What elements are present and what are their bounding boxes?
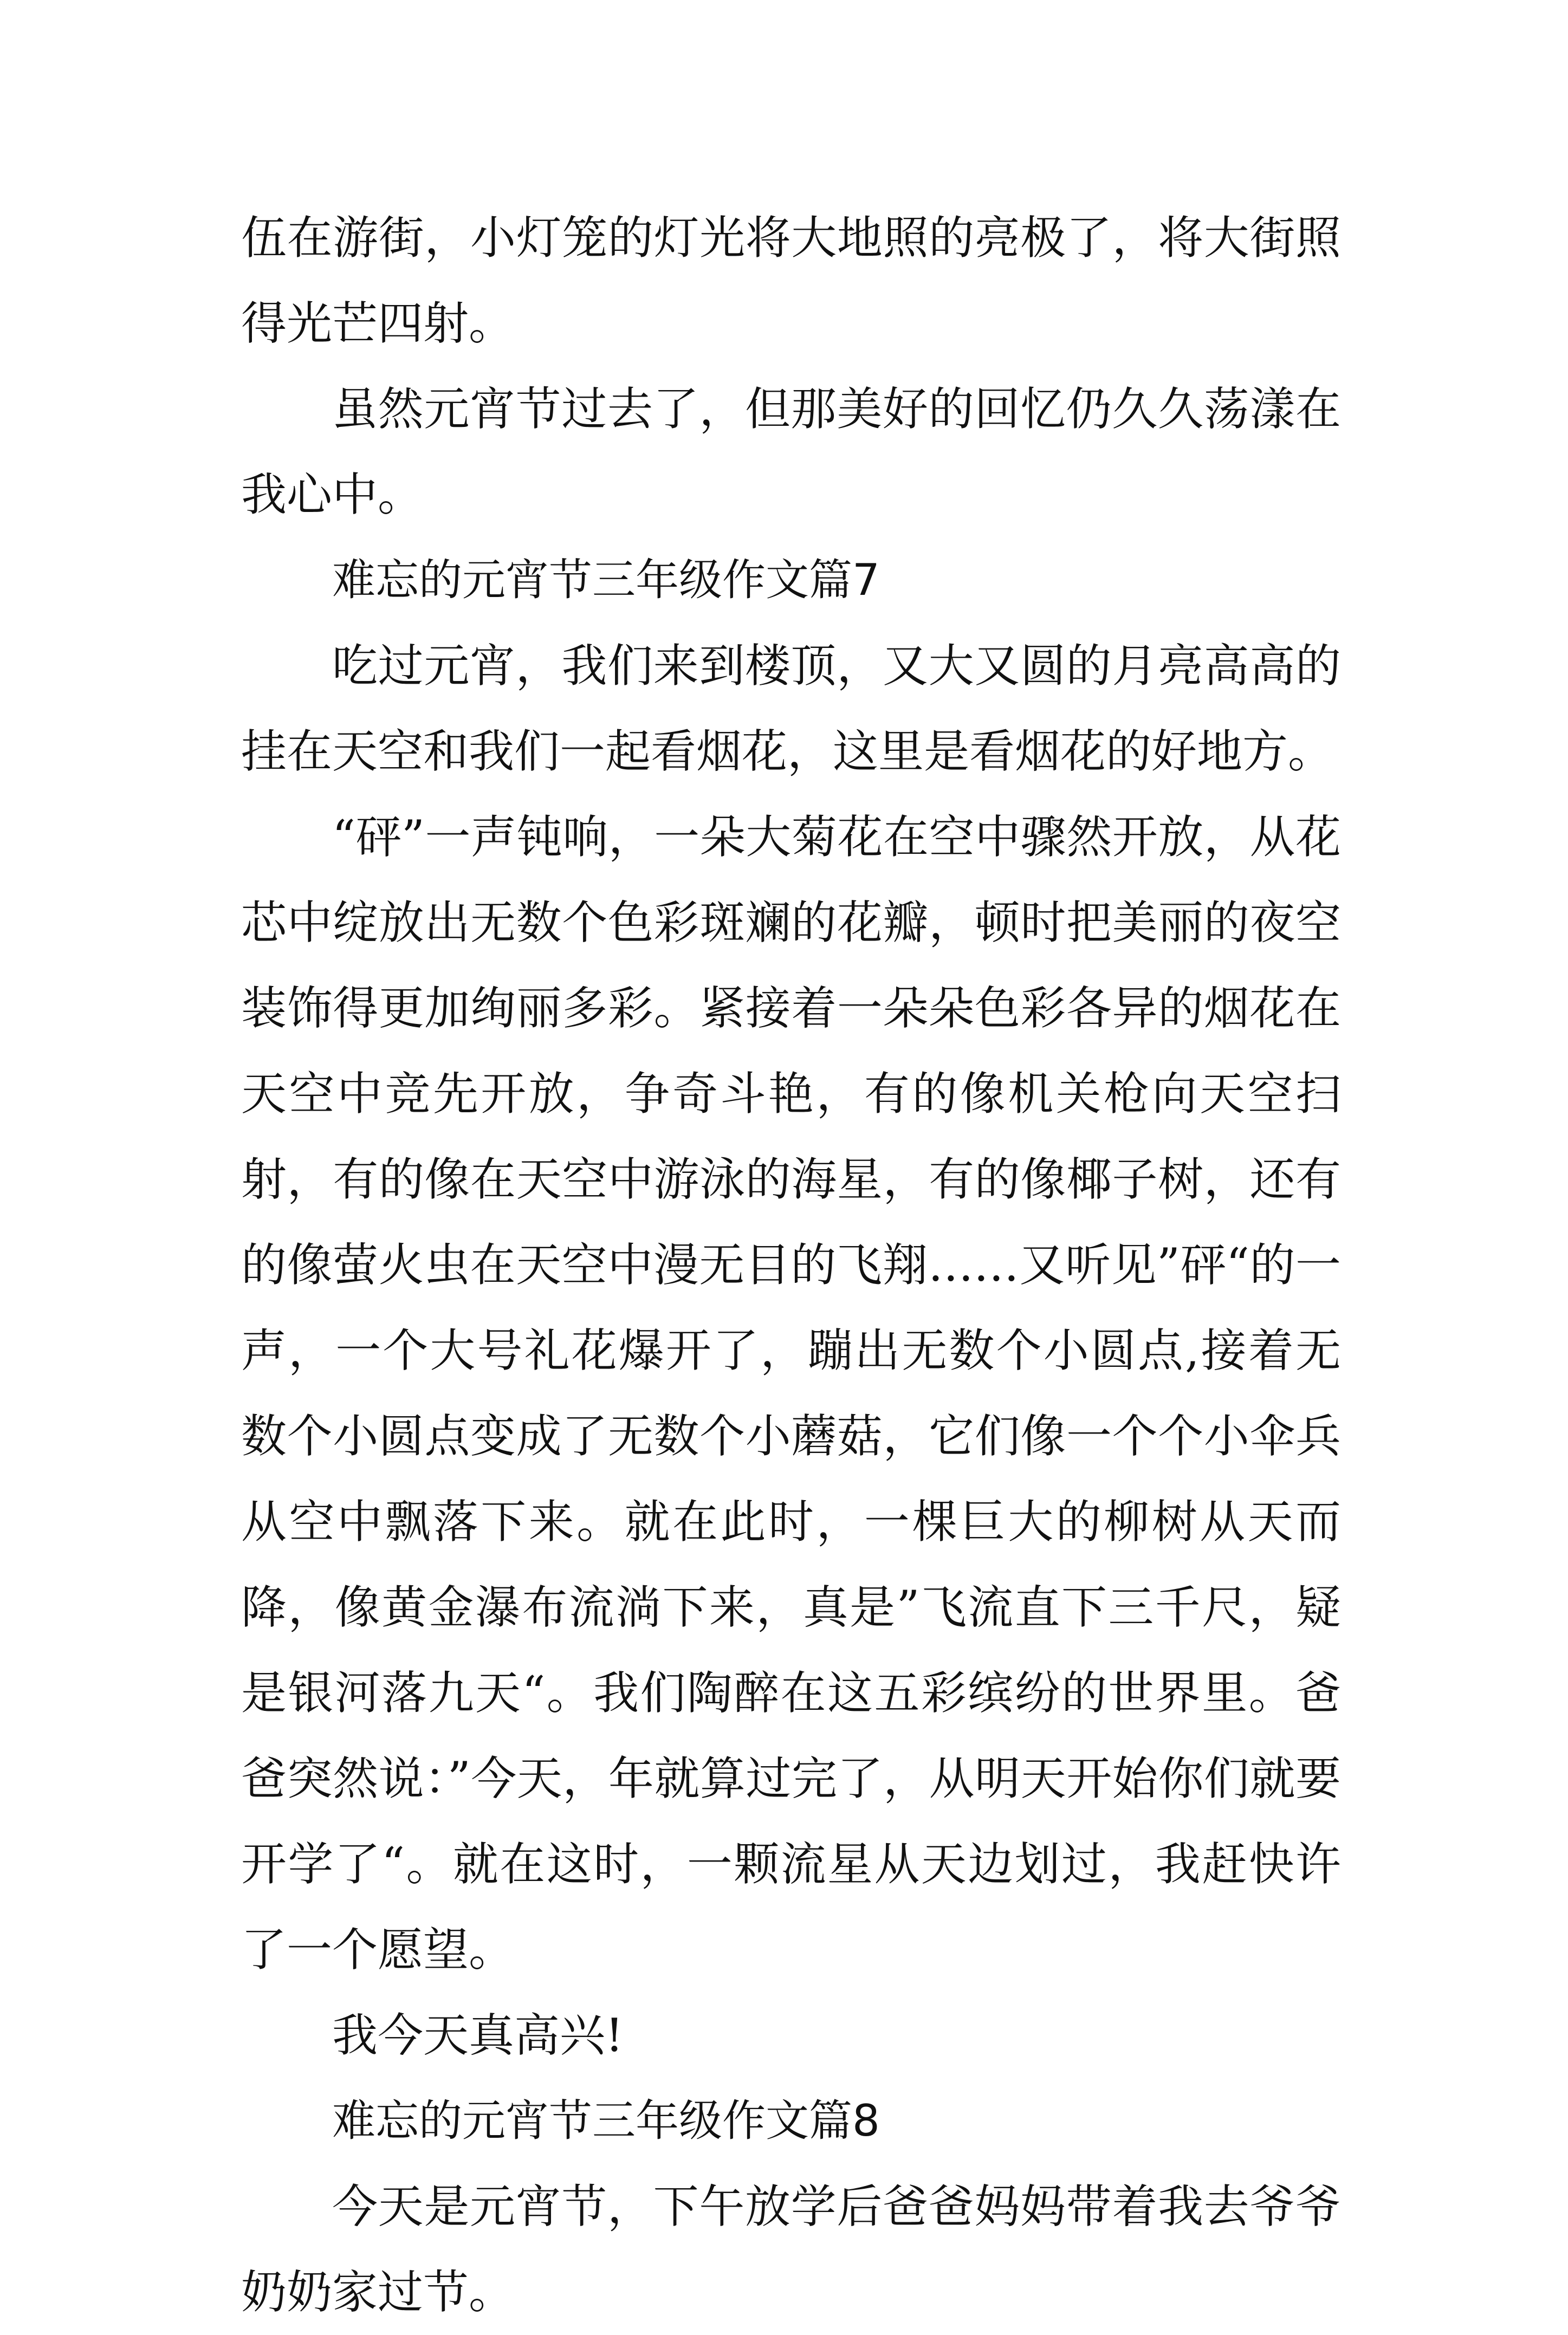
paragraph-continuation: 伍在游街，小灯笼的灯光将大地照的亮极了，将大街照得光芒四射。 [241,211,1341,350]
section-heading: 难忘的元宵节三年级作文篇7 [332,555,880,605]
section-heading: 难忘的元宵节三年级作文篇8 [332,2096,880,2146]
paragraph: 吃过元宵，我们来到楼顶，又大又圆的月亮高高的挂在天空和我们一起看烟花，这里是看烟花的好地方。 [241,639,1341,778]
paragraph: “砰”一声钝响，一朵大菊花在空中骤然开放，从花芯中绽放出无数个色彩斑斓的花瓣，顿时把美丽的夜空装饰得更加绚丽多彩。紧接着一朵朵色彩各异的烟花在天空中竞先开放，争奇斗艳，有的像机关枪向天空扫射，有的像在天空中游泳的海星，有的像椰子树，还有的像萤火虫在天空中漫无目的飞翔……又听见”砰“的一声，一个大号礼花爆开了，蹦出无数个小圆点,接着无数个小圆点变成了无数个小蘑菇，它们像一个个小伞兵从空中飘落下来。就在此时，一棵巨大的柳树从天而降，像黄金瀑布流淌下来，真是”飞流直下三千尺，疑是银河落九天“。我们陶醉在这五彩缤纷的世界里。爸爸突然说：”今天，年就算过完了，从明天开始你们就要开学了“。就在这时，一颗流星从天边划过，我赶快许了一个愿望。 [241,810,1341,1976]
paragraph: 我今天真高兴! [332,2009,624,2062]
paragraph: 虽然元宵节过去了，但那美好的回忆仍久久荡漾在我心中。 [241,382,1341,521]
paragraph: 今天是元宵节，下午放学后爸爸妈妈带着我去爷爷奶奶家过节。 [241,2180,1341,2319]
document-body [241,195,1341,2335]
